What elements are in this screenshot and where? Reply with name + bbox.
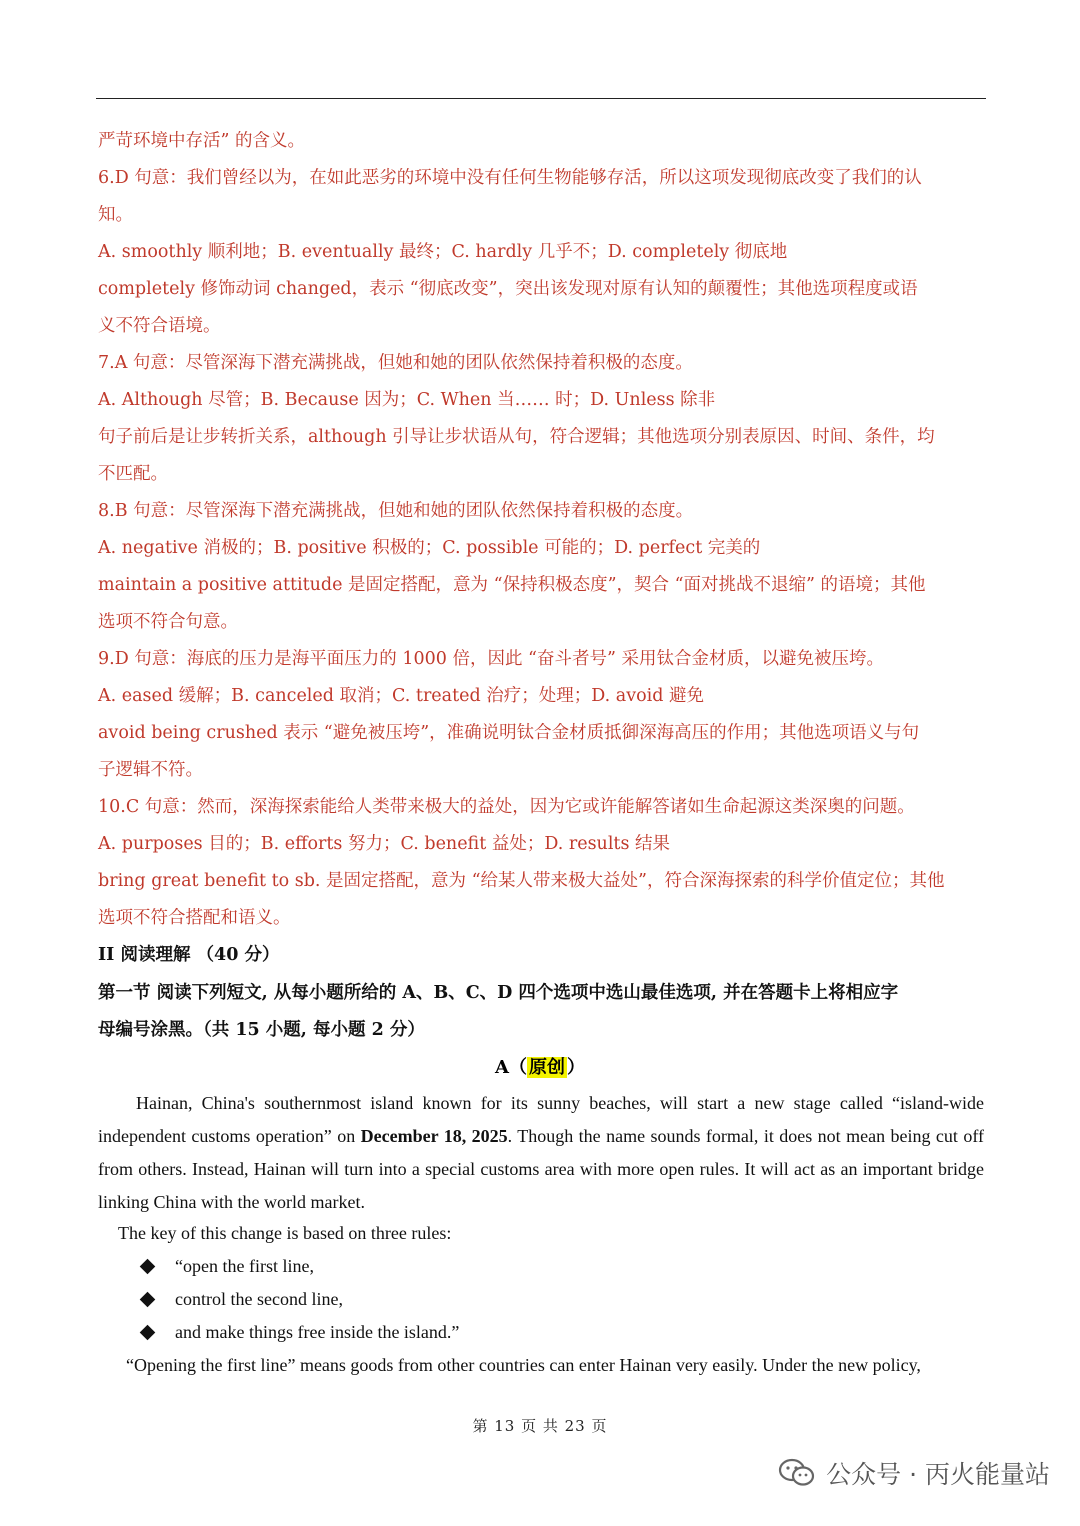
- answer-line: 10.C 句意：然而，深海探索能给人类带来极大的益处，因为它或许能解答诸如生命起源这类深奥的问题。: [98, 797, 915, 817]
- section-heading: II 阅读理解 （40 分）: [98, 945, 280, 965]
- original-tag: 原创: [528, 1057, 565, 1078]
- answer-line: 6.D 句意：我们曾经以为，在如此恶劣的环境中没有任何生物能够存活，所以这项发现彻底改变了我们的认: [98, 168, 922, 188]
- answer-line: maintain a positive attitude 是固定搭配，意为 “保持积极态度”，契合 “面对挑战不退缩” 的语境；其他: [98, 575, 926, 595]
- p1-before: Hainan, China's southernmost island known for its sunny beaches, will start a new stage called “island-wide independent customs operation” on: [98, 1093, 984, 1146]
- answer-line: A. smoothly 顺利地；B. eventually 最终；C. hardly 几乎不；D. completely 彻底地: [98, 242, 788, 262]
- list-item: [138, 1250, 459, 1283]
- p1-date: December 18, 2025: [360, 1126, 508, 1146]
- answer-line: A. eased 缓解；B. canceled 取消；C. treated 治疗；处理；D. avoid 避免: [98, 686, 705, 706]
- answer-line: 7.A 句意：尽管深海下潜充满挑战，但她和她的团队依然保持着积极的态度。: [98, 353, 693, 373]
- list-item-text: control the second line,: [175, 1289, 343, 1309]
- diamond-bullet-icon: [140, 1325, 156, 1341]
- answer-line: 8.B 句意：尽管深海下潜充满挑战，但她和她的团队依然保持着积极的态度。: [98, 501, 694, 521]
- answer-line: 选项不符合句意。: [98, 612, 238, 632]
- passage-title: [0, 1055, 1080, 1081]
- answer-line: A. purposes 目的；B. efforts 努力；C. benefit 益处；D. results 结果: [98, 834, 670, 854]
- page-number: 第 13 页 共 23 页: [472, 1417, 608, 1435]
- answer-line: 严苛环境中存活” 的含义。: [98, 131, 306, 151]
- answer-line: 义不符合语境。: [98, 316, 221, 336]
- answer-line: 知。: [98, 205, 133, 225]
- answer-line: avoid being crushed 表示 “避免被压垮”，准确说明钛合金材质抵御深海高压的作用；其他选项语义与句: [98, 723, 920, 743]
- list-item: [138, 1316, 459, 1349]
- watermark: [778, 1455, 1050, 1491]
- answer-line: 选项不符合搭配和语义。: [98, 908, 291, 928]
- diamond-bullet-icon: [140, 1292, 156, 1308]
- answer-line: 句子前后是让步转折关系，although 引导让步状语从句，符合逻辑；其他选项分别表原因、时间、条件，均: [98, 427, 935, 447]
- list-item-text: “open the first line,: [175, 1256, 314, 1276]
- section-instructions: 第一节 阅读下列短文, 从每小题所给的 A、B、C、D 四个选项中选山最佳选项, 并在答题卡上将相应字: [98, 983, 899, 1003]
- passage-title-close: ）: [566, 1057, 585, 1078]
- answer-line: 子逻辑不符。: [98, 760, 203, 780]
- list-item-text: and make things free inside the island.”: [175, 1322, 460, 1342]
- list-item: [138, 1283, 459, 1316]
- header-rule: [96, 98, 986, 99]
- wechat-icon: [778, 1458, 816, 1488]
- answer-line: 不匹配。: [98, 464, 168, 484]
- answer-line: A. negative 消极的；B. positive 积极的；C. possible 可能的；D. perfect 完美的: [98, 538, 761, 558]
- passage-letter: A（: [495, 1057, 527, 1078]
- p1-after: . Though the name sounds formal, it does not mean being cut off from others. Instead, Hainan will turn into a special customs area with more open rules. It will act as an important bridge linking China with the world market.: [98, 1126, 985, 1212]
- watermark-text: 公众号 · 丙火能量站: [826, 1460, 1050, 1489]
- rules-list: [138, 1250, 459, 1349]
- passage-paragraph-1: [98, 1087, 984, 1219]
- answer-line: 9.D 句意：海底的压力是海平面压力的 1000 倍，因此 “奋斗者号” 采用钛合金材质，以避免被压垮。: [98, 649, 884, 669]
- passage-paragraph-3: “Opening the first line” means goods from other countries can enter Hainan very easily. Under the new policy,: [126, 1355, 921, 1375]
- passage-paragraph-2: The key of this change is based on three rules:: [118, 1223, 452, 1243]
- answer-line: completely 修饰动词 changed，表示 “彻底改变”，突出该发现对原有认知的颠覆性；其他选项程度或语: [98, 279, 918, 299]
- diamond-bullet-icon: [140, 1259, 156, 1275]
- section-instructions-cont: 母编号涂黑。（共 15 小题, 每小题 2 分）: [98, 1020, 425, 1040]
- answer-line: A. Although 尽管；B. Because 因为；C. When 当…… 时；D. Unless 除非: [98, 390, 716, 410]
- answer-line: bring great benefit to sb. 是固定搭配，意为 “给某人带来极大益处”，符合深海探索的科学价值定位；其他: [98, 871, 945, 891]
